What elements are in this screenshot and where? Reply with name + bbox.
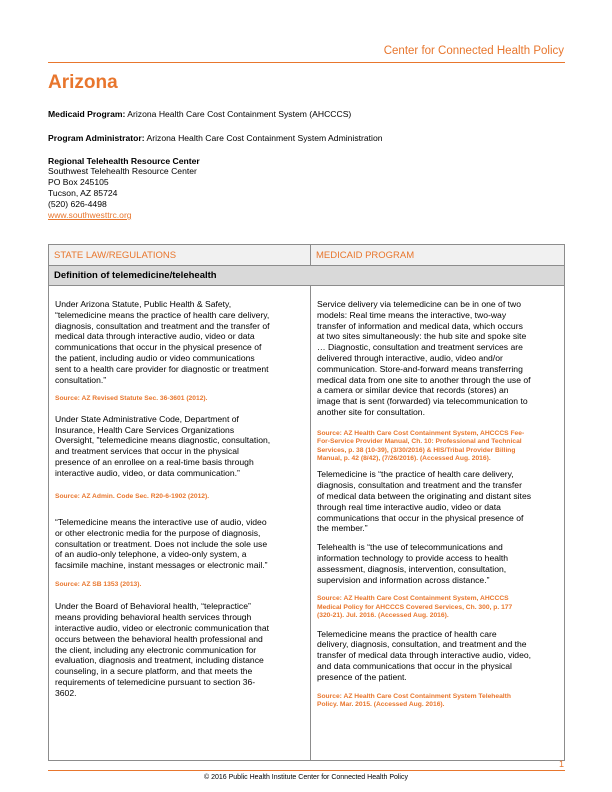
column-header-medicaid: MEDICAID PROGRAM [311, 245, 565, 266]
trc-phone: (520) 626-4498 [48, 199, 107, 209]
text-line: means providing behavioral health services through [55, 612, 252, 623]
program-admin-line [48, 133, 383, 144]
text-line: Service delivery via telemedicine can be in one of two [317, 299, 521, 309]
text-line: Source: AZ SB 1353 (2013). [55, 580, 142, 588]
text-line: Telehealth is “the use of telecommunications and [317, 542, 503, 553]
text-line: Oversight, "telemedicine means diagnostic, consultation, [55, 435, 271, 446]
text-line: through real time interactive audio, video or data [317, 501, 501, 512]
text-line: communications that occur in the physical presence of [317, 512, 524, 523]
text-line: communication. Store-and-forward means transferring [317, 363, 523, 374]
text-line: presence of an enrollee on a real-time basis through [55, 456, 254, 467]
medicaid-cell [311, 286, 565, 761]
text-line: image that is sent (forwarded) via telecommunication to [317, 396, 528, 407]
text-line: presence of the patient. [317, 671, 407, 682]
text-line: of an audio-only telephone, a video-only system, a [55, 549, 247, 560]
telehealth-policy-table [48, 244, 565, 761]
text-line: delivery, diagnosis, consultation, and treatment and the [317, 639, 527, 650]
text-line: assessment, diagnosis, intervention, consultation, [317, 563, 507, 574]
text-line: of medical data between the originating and distant sites [317, 490, 532, 501]
text-line: Manual, p. 42 (8/42), (7/26/2016). (Accessed Aug. 2016). [317, 454, 491, 462]
text-line: or other electronic media for the purpose of diagnosis, [55, 527, 261, 538]
text-line: medical data from one site to another through the use of [317, 374, 531, 385]
text-line: Source: AZ Health Care Cost Containment System Telehealth [317, 692, 511, 700]
definition-paragraph [317, 299, 558, 418]
trc-po-box: PO Box 245105 [48, 177, 109, 187]
column-header-state-law: STATE LAW/REGULATIONS [49, 245, 311, 266]
text-line: medical data through interactive audio, video or data [55, 331, 255, 342]
state-law-cell [49, 286, 311, 761]
definition-paragraph [55, 517, 304, 571]
text-line: evaluation, diagnosis and treatment, including distance [55, 655, 264, 666]
definition-paragraph [317, 629, 558, 683]
text-line: supervision and information across distance.” [317, 574, 490, 585]
text-line: counseling, in a secure platform, and that meets the [55, 666, 253, 677]
footer-copyright: © 2016 Public Health Institute Center for Connected Health Policy [204, 774, 408, 781]
text-line: requirements of telemedicine pursuant to section 36- [55, 676, 256, 687]
footer-divider [48, 770, 565, 771]
source-citation [317, 693, 558, 710]
text-line: “telemedicine means the practice of health care delivery, [55, 309, 270, 320]
trc-website-link[interactable]: www.southwesttrc.org [48, 210, 132, 220]
text-line: delivered through interactive, audio, video and/or [317, 352, 503, 363]
text-line: facsimile machine, instant messages or electronic mail.” [55, 560, 268, 571]
text-line: the client, including any electronic communication for [55, 644, 257, 655]
text-line: Under Arizona Statute, Public Health & Safety, [55, 299, 232, 309]
source-citation [317, 595, 558, 620]
text-line: Services, p. 38 (10-39), (3/30/2016) & HIS/Tribal Provider Billing [317, 446, 516, 454]
text-line: information technology to provide access to health [317, 552, 509, 563]
text-line: the member.” [317, 523, 368, 534]
definition-paragraph [55, 299, 304, 385]
page-number: 1 [558, 759, 564, 769]
text-line: interactive audio, video or electronic communication that [55, 622, 270, 633]
text-line: models: Real time means the interactive, two-way [317, 309, 507, 320]
text-line: Telemedicine is “the practice of health care delivery, [317, 469, 514, 480]
text-line: a camera or similar device that records (stores) an [317, 385, 509, 396]
medicaid-program-label: Medicaid Program: [48, 109, 126, 119]
trc-name: Southwest Telehealth Resource Center [48, 166, 197, 176]
medicaid-program-line [48, 109, 351, 120]
text-line: transfer of information and medical data, which occurs [317, 320, 523, 331]
source-citation [55, 395, 304, 403]
text-line: Medical Policy for AHCCCS Covered Services, Ch. 300, p. 177 [317, 603, 513, 611]
text-line: Source: AZ Admin. Code Sec. R20-6-1902 (2012). [55, 492, 210, 500]
source-citation [55, 493, 304, 501]
program-admin-label: Program Administrator: [48, 133, 145, 143]
text-line: consultation or treatment. Does not include the sole use [55, 538, 268, 549]
text-line: and data communications that occur in the physical [317, 660, 512, 671]
text-line: consultation.” [55, 374, 107, 385]
text-line: another site for consultation. [317, 406, 425, 417]
text-line: (320-21). Jul. 2016. (Accessed Aug. 2016). [317, 612, 449, 620]
text-line: at two sites simultaneously: the hub site and spoke site [317, 331, 527, 342]
definition-paragraph [317, 542, 558, 585]
definition-paragraph [317, 469, 558, 534]
text-line: … Diagnostic, consultation and treatment services are [317, 342, 523, 353]
text-line: Insurance, Health Care Services Organizations [55, 424, 235, 435]
text-line: Under the Board of Behavioral health, “telepractice” [55, 601, 251, 612]
text-line: “Telemedicine means the interactive use of audio, video [55, 516, 267, 527]
text-line: transfer of medical data through interactive audio, video, [317, 650, 532, 661]
text-line: Source: AZ Health Care Cost Containment System, AHCCCS [317, 595, 509, 603]
text-line: interactive audio, video, or data communication.” [55, 467, 240, 478]
text-line: occurs between the behavioral health professional and [55, 633, 263, 644]
text-line: Policy. Mar. 2015. (Accessed Aug. 2016). [317, 700, 445, 708]
program-admin-value: Arizona Health Care Cost Containment System Administration [146, 133, 383, 143]
text-line: and treatment services that occur in the physical [55, 446, 239, 457]
source-citation [317, 430, 558, 464]
trc-city: Tucson, AZ 85724 [48, 188, 118, 198]
state-title: Arizona [48, 72, 118, 93]
header-divider [48, 62, 565, 63]
text-line: Telemedicine means the practice of health care [317, 628, 497, 639]
header-org-name: Center for Connected Health Policy [383, 45, 564, 57]
text-line: Under State Administrative Code, Department of [55, 413, 239, 424]
source-citation [55, 581, 304, 589]
text-line: diagnosis, consultation and treatment and the transfer [317, 480, 522, 491]
definition-paragraph [55, 414, 304, 479]
text-line: Source: AZ Revised Statute Sec. 36-3601 (2012). [55, 395, 208, 403]
text-line: sent to a health care provider for diagnostic or treatment [55, 363, 269, 374]
text-line: 3602. [55, 687, 77, 698]
definition-paragraph [55, 601, 304, 698]
text-line: communications that occur in the physical presence of [55, 342, 262, 353]
text-line: the patient, including audio or video communications [55, 352, 255, 363]
trc-label: Regional Telehealth Resource Center [48, 156, 200, 166]
medicaid-program-value: Arizona Health Care Cost Containment System (AHCCCS) [127, 109, 352, 119]
section-header: Definition of telemedicine/telehealth [49, 266, 565, 286]
text-line: For-Service Provider Manual, Ch. 10: Professional and Technical [317, 438, 522, 446]
text-line: diagnosis, consultation and treatment and the transfer of [55, 320, 270, 331]
text-line: Source: AZ Health Care Cost Containment System, AHCCCS Fee- [317, 429, 525, 437]
